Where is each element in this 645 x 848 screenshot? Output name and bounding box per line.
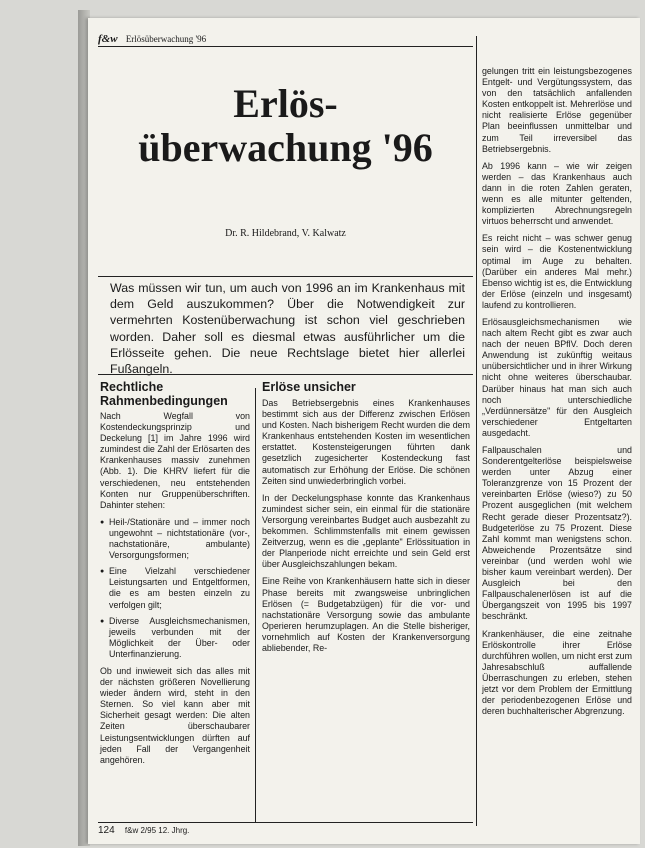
col3-paragraph-5: Fallpauschalen und Sonderentgelterlöse beispielsweise werden unter Abzug einer Toleranzgrenze von 15 Prozent der vereinbarten Erlöse (wieso?) zu 50 Prozent ausgeglichen (mit welchem Recht gerade dieser Prozentsatz?). Budgeterlöse zu 75 Prozent. Diese Zahl kommt man wenigstens schon. Abweichende Prozentsätze sind vereinbar (und werden wohl wie bisher kaum vereinbart werden). Der Ausgleich bei den Fallpauschalenerlösen ist auf die Übergangszeit von 1995 bis 1997 beschränkt.	[482, 445, 632, 622]
list-item: ● Eine Vielzahl verschiedener Leistungsarten und Entgeltformen, die es am besten einzeln zu verfolgen gilt;	[100, 566, 250, 610]
col3-paragraph-2: Ab 1996 kann – wie wir zeigen werden – das Krankenhaus auch dann in die roten Zahlen geraten, wenn es alle mitunter geltenden, komplizierten Abrechnungsregeln virtuos beherrscht und anwendet.	[482, 160, 632, 227]
list-item: ● Heil-/Stationäre und – immer noch ungewohnt – nichtstationäre (vor-, nachstationäre, ambulante) Versorgungsformen;	[100, 517, 250, 561]
lead-paragraph: Was müssen wir tun, um auch von 1996 an im Krankenhaus mit dem Geld auszukommen? Über die Notwendigkeit zur vermehrten Kostenüberwachung ist schon viel geschrieben worden. Daher soll es diesmal etwas ausführlicher um die Erlösseite gehen. Die neue Rechtslage bietet hier allerlei Fußangeln.	[110, 281, 465, 377]
title-line-1: Erlös-	[233, 81, 338, 126]
column-3	[482, 66, 632, 723]
col1-paragraph-1: Nach Wegfall von Kostendeckungsprinzip und Deckelung [1] im Jahre 1996 wird zumindest die Zahl der Erlösarten des Krankenhauses massiv zunehmen (Abb. 1). Die KHRV liefert für die verschiedenen, neu entstehenden Konten nur Gruppenüberschriften. Dahinter stehen:	[100, 411, 250, 510]
divider-middle	[98, 374, 473, 375]
column-divider-right	[476, 36, 477, 826]
column-divider	[255, 388, 256, 823]
col2-paragraph-2: In der Deckelungsphase konnte das Krankenhaus zumindest sicher sein, ein einmal für die stationäre Versorgung vereinbartes Budget auch ausbezahlt zu bekommen. Schlimmstenfalls mit einem gewissen Zeitverzug, wenn es die „geplante" Erlössituation in der Planperiode nicht erreichte und sein Geld erst über Ausgleichszahlungen bekam.	[262, 492, 470, 570]
page-number: 124	[98, 825, 115, 836]
divider-top	[98, 276, 473, 277]
magazine-page	[88, 18, 640, 844]
col1-paragraph-2: Ob und inwieweit sich das alles mit der nächsten größeren Novellierung wieder ändern wird, steht in den Sternen. So viel kann aber mit Sicherheit gesagt werden: Die alten Zeiten überschaubarer Leistungsentwicklungen dürften auf jeden Fall der Vergangenheit angehören.	[100, 665, 250, 765]
heading-erloese-unsicher: Erlöse unsicher	[262, 380, 356, 394]
page-footer	[98, 822, 473, 836]
heading-rechtliche: Rechtliche Rahmenbedingungen	[100, 380, 228, 408]
title-line-2: überwachung '96	[138, 125, 433, 170]
col3-paragraph-6: Krankenhäuser, die eine zeitnahe Erlöskontrolle ihrer Erlöse durchführen wollen, um nicht erst zum Jahresabschluß auffallende Überraschungen zu erleben, stehen jetzt vor dem Problem der Ermittlung der periodenbezogenen Erlöse und deren buchhalterischer Abgrenzung.	[482, 628, 632, 717]
col1-bullet-list	[100, 517, 250, 660]
list-item: ● Diverse Ausgleichsmechanismen, jeweils verbunden mit der Möglichkeit der Über- oder Unterfinanzierung.	[100, 616, 250, 660]
col3-paragraph-1: gelungen tritt ein leistungsbezogenes Entgelt- und Vergütungssystem, das von den tatsächlich anfallenden Kosten entkoppelt ist. Mehrerlöse und nicht realisierte Erlöse gegenüber Plan beeinflussen unmittelbar und zum Teil irreversibel das Betriebsergebnis.	[482, 66, 632, 154]
authors: Dr. R. Hildebrand, V. Kalwatz	[225, 228, 346, 239]
article-title	[98, 82, 473, 170]
col2-paragraph-1: Das Betriebsergebnis eines Krankenhauses bestimmt sich aus der Differenz zwischen Erlösen und Kosten. Nach bisherigem Recht wurden die dem Krankenhaus entstehenden Kosten im wesentlichen erstattet. Kostensteigerungen führten dank gesetzlich zugesicherter Kostendeckung fast automatisch zur Erhöhung der Erlöse. Die schönen Zeiten sind unwiederbringlich vorbei.	[262, 398, 470, 486]
col2-paragraph-3: Eine Reihe von Krankenhäusern hatte sich in dieser Phase bereits mit zwangsweise unbringlichen Erlösen (= Budgetabzügen) für die vor- und nachstationäre Versorgung sowie das ambulante Operieren herumzuplagen. An die Stelle bisheriger, vornehmlich auf Kosten der Krankenversorgung abliebender, Re-	[262, 576, 470, 653]
column-2	[262, 398, 470, 660]
title-block	[98, 54, 473, 239]
column-1	[100, 411, 250, 772]
col3-paragraph-4: Erlösausgleichsmechanismen wie nach altem Recht gibt es zwar auch nach der neuen BPflV. Doch deren Anwendung ist zukünftig weitaus unübersichtlicher und in ihrer Wirkung nicht ohne weiteres überschaubar. Darüber hinaus hat man sich auch noch unterschiedliche „Verdünnersätze" für den Ausgleich verschiedener Entgeltarten ausgedacht.	[482, 316, 632, 438]
running-header	[98, 32, 473, 47]
journal-citation: f&w 2/95 12. Jhrg.	[124, 826, 190, 835]
col3-paragraph-3: Es reicht nicht – was schwer genug sein wird – die Kostenentwicklung optimal im Auge zu behalten. (Darüber ein anderes Mal mehr.) Ebenso wichtig ist es, die Entwicklung der Erlöse (einzeln und insgesamt) laufend zu kontrollieren.	[482, 233, 632, 310]
journal-logo: f&w	[98, 33, 118, 45]
section-title: Erlösüberwachung '96	[125, 34, 207, 44]
